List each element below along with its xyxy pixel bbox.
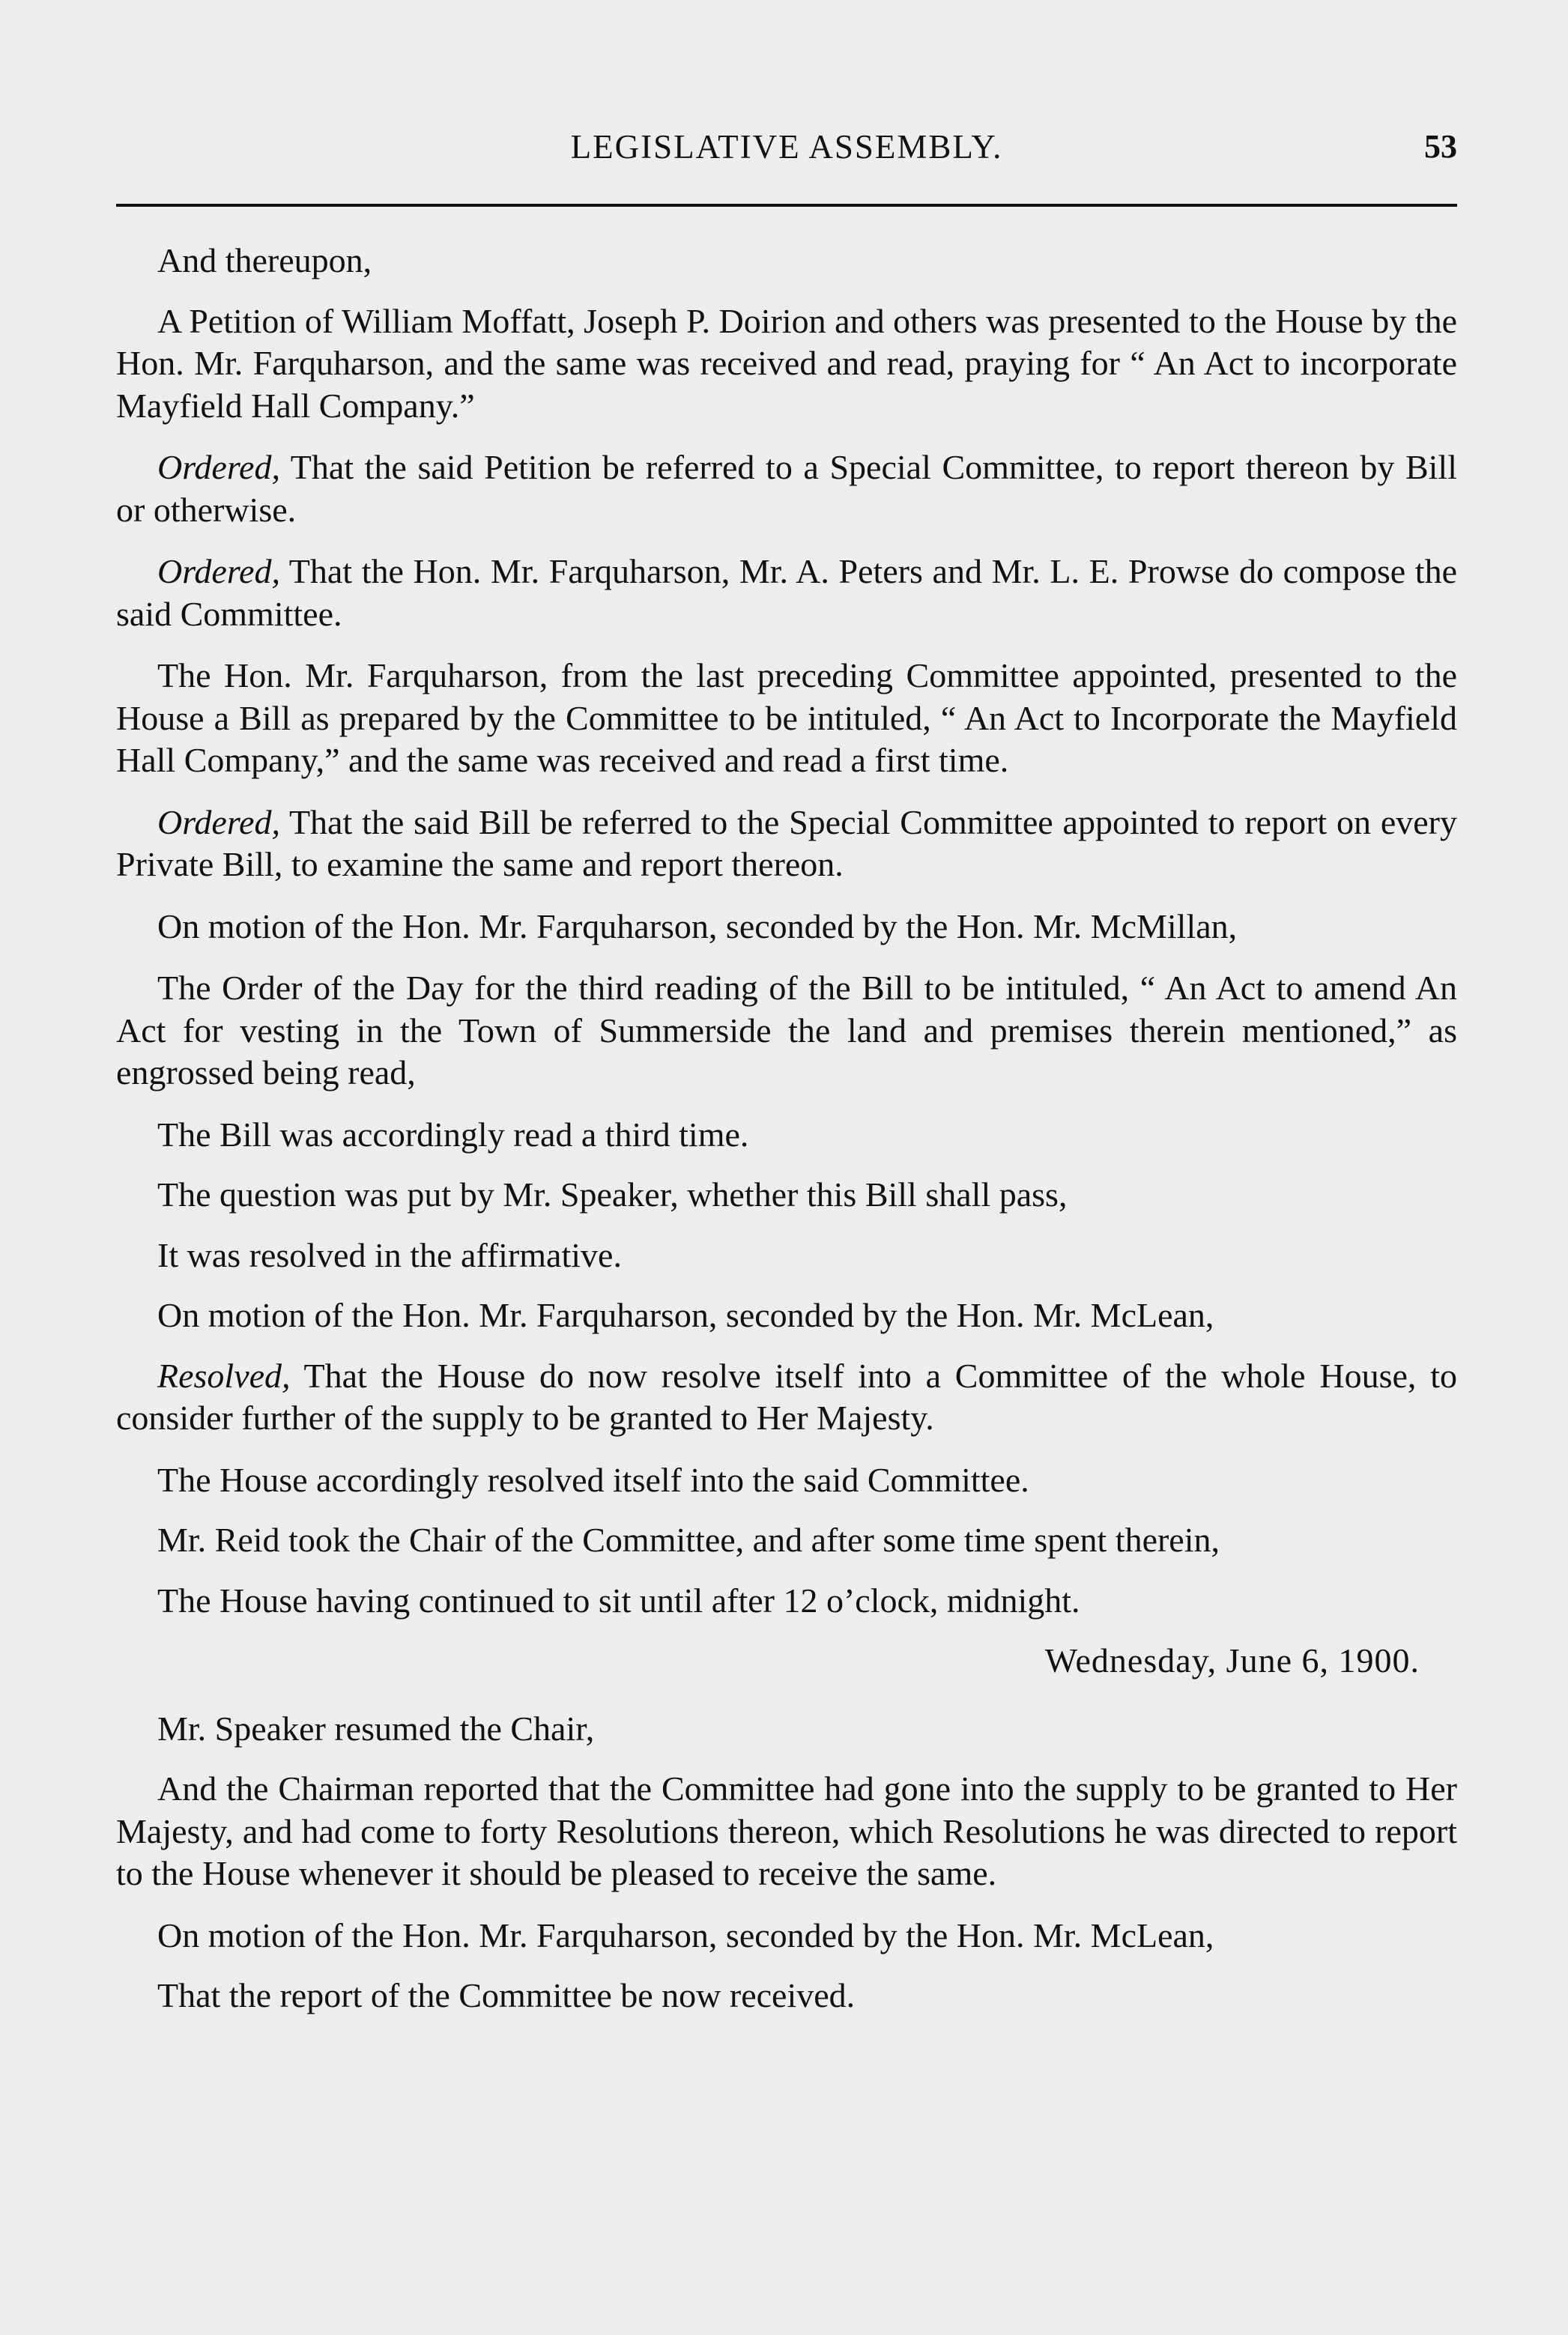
- paragraph-text: That the said Petition be referred to a Special Committee, to report thereon by Bill or otherwise.: [116, 448, 1457, 529]
- paragraph: [116, 967, 1457, 1094]
- paragraph: [116, 1580, 1457, 1623]
- paragraph: [116, 1519, 1457, 1562]
- paragraph: [116, 655, 1457, 782]
- paragraph: [116, 802, 1457, 886]
- paragraph-text: That the said Bill be referred to the Special Committee appointed to report on every Private Bill, to examine the same and report thereon.: [116, 802, 1457, 883]
- paragraph: [116, 906, 1457, 948]
- paragraph: [116, 1235, 1457, 1277]
- paragraph-text: The question was put by Mr. Speaker, whether this Bill shall pass,: [157, 1175, 1068, 1214]
- paragraph-text: The Hon. Mr. Farquharson, from the last preceding Committee appointed, presented to the House a Bill as prepared by the Committee to be intituled, “ An Act to Incorporate the Mayfield Hall Company,” and the same was received and read a first time.: [116, 656, 1457, 779]
- paragraph-text: Mr. Reid took the Chair of the Committee, and after some time spent therein,: [157, 1521, 1220, 1559]
- paragraph: [116, 1708, 1457, 1751]
- paragraph: [116, 551, 1457, 635]
- paragraph-text: A Petition of William Moffatt, Joseph P. Doirion and others was presented to the House by the Hon. Mr. Farquharson, and the same was received and read, praying for “ An Act to incorporate Mayfield Hall Company.”: [116, 301, 1457, 425]
- paragraph: [116, 1459, 1457, 1502]
- paragraph-text: Mr. Speaker resumed the Chair,: [157, 1709, 595, 1748]
- page-header: [116, 127, 1457, 180]
- paragraph-text: That the House do now resolve itself into a Committee of the whole House, to consider further of the supply to be granted to Her Majesty.: [116, 1356, 1457, 1437]
- paragraph-lead: Ordered,: [157, 802, 280, 841]
- header-rule: [116, 204, 1457, 207]
- paragraph-text: On motion of the Hon. Mr. Farquharson, seconded by the Hon. Mr. McLean,: [157, 1296, 1214, 1334]
- paragraph-text: And thereupon,: [157, 241, 372, 279]
- paragraph: [116, 240, 1457, 282]
- running-head: LEGISLATIVE ASSEMBLY.: [570, 128, 1003, 166]
- paragraph: [116, 1975, 1457, 2017]
- paragraph-text: It was resolved in the affirmative.: [157, 1235, 622, 1274]
- paragraph: [116, 1355, 1457, 1440]
- paragraph-lead: Ordered,: [157, 552, 280, 590]
- paragraph-text: The Bill was accordingly read a third time.: [157, 1115, 749, 1154]
- paragraph: [116, 1114, 1457, 1157]
- paragraph-text: That the report of the Committee be now received.: [157, 1976, 856, 2014]
- page-number: 53: [1424, 128, 1457, 165]
- paragraph-lead: Resolved,: [157, 1356, 291, 1395]
- body-text: [116, 240, 1457, 2035]
- paragraph: [116, 1174, 1457, 1217]
- paragraph-text: The House having continued to sit until after 12 o’clock, midnight.: [157, 1581, 1080, 1620]
- paragraph: [116, 1915, 1457, 1957]
- paragraph: [116, 1294, 1457, 1337]
- dateline: Wednesday, June 6, 1900.: [1044, 1641, 1420, 1680]
- paragraph-text: The Order of the Day for the third reading of the Bill to be intituled, “ An Act to amend An Act for vesting in the Town of Summerside the land and premises therein mentioned,” as engrossed being read,: [116, 969, 1457, 1091]
- paragraph: [116, 446, 1457, 531]
- paragraph-text: The House accordingly resolved itself into the said Committee.: [157, 1460, 1029, 1499]
- paragraph-text: On motion of the Hon. Mr. Farquharson, seconded by the Hon. Mr. McMillan,: [157, 906, 1238, 945]
- paragraph-lead: Ordered,: [157, 448, 280, 486]
- paragraph-text: And the Chairman reported that the Committee had gone into the supply to be granted to Her Majesty, and had come to forty Resolutions thereon, which Resolutions he was directed to report to the House whenever it should be pleased to receive the same.: [116, 1769, 1457, 1892]
- paragraph: [116, 300, 1457, 428]
- paragraph-text: On motion of the Hon. Mr. Farquharson, seconded by the Hon. Mr. McLean,: [157, 1915, 1214, 1954]
- paragraph-text: That the Hon. Mr. Farquharson, Mr. A. Peters and Mr. L. E. Prowse do compose the said Committee.: [116, 552, 1457, 633]
- paragraph: [116, 1768, 1457, 1895]
